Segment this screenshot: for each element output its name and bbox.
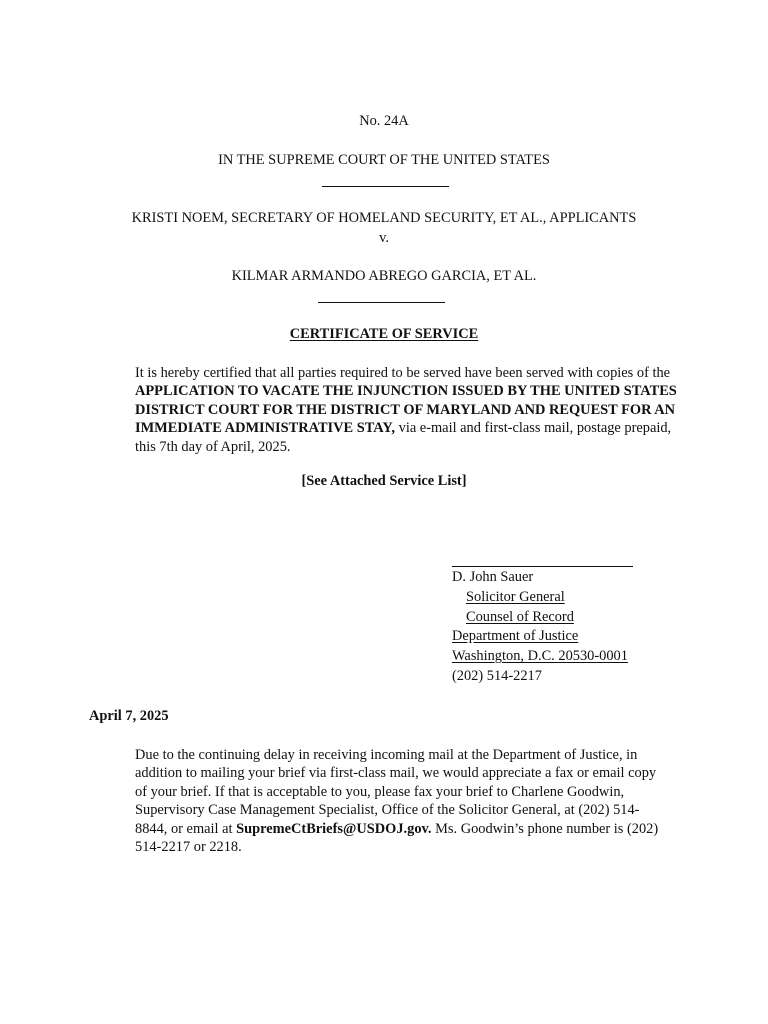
certificate-intro: It is hereby certified that all parties required to be served have been served with copies of the: [135, 365, 671, 381]
signer-title: Solicitor General: [466, 588, 565, 605]
document-date: April 7, 2025: [89, 708, 169, 724]
certificate-body: [89, 364, 679, 456]
signer-address: Washington, D.C. 20530-0001: [452, 648, 628, 665]
certificate-title: [0, 326, 768, 343]
certificate-document-name: APPLICATION TO VACATE THE INJUNCTION ISSUED BY THE UNITED STATES DISTRICT COURT FOR THE DISTRICT OF MARYLAND AND REQUEST FOR AN IMMEDIATE ADMINISTRATIVE STAY,: [135, 383, 677, 437]
caption-divider-top: [322, 186, 449, 187]
applicants-line: KRISTI NOEM, SECRETARY OF HOMELAND SECURITY, ET AL., APPLICANTS: [131, 210, 637, 226]
certificate-title-text: CERTIFICATE OF SERVICE: [289, 326, 479, 342]
signer-role: Counsel of Record: [466, 608, 574, 625]
signature-line: [452, 566, 633, 567]
caption-divider-bottom: [318, 302, 445, 303]
certificate-paragraph: [89, 364, 679, 456]
signer-phone: (202) 514-2217: [452, 667, 542, 684]
notice-email[interactable]: SupremeCtBriefs@USDOJ.gov.: [236, 820, 432, 837]
signature-block: [452, 568, 712, 687]
notice-text-1: Due to the continuing delay in receiving incoming mail at the Department of Justice, in addition to mailing your brief via first-class mail, we would appreciate a fax or email copy of your brief. If that is acceptable to you, please fax your brief to Charlene Goodwin, Supervisory Case Management Specialist, Office of the Solicitor General, at (202) 514-8844, or email at: [135, 747, 657, 837]
mail-notice: [89, 746, 671, 856]
respondents-line: KILMAR ARMANDO ABREGO GARCIA, ET AL.: [231, 268, 537, 284]
court-name: IN THE SUPREME COURT OF THE UNITED STATES: [218, 152, 550, 168]
case-number: No. 24A: [359, 113, 409, 129]
mail-notice-paragraph: [89, 746, 671, 856]
service-list-note: [See Attached Service List]: [301, 473, 467, 489]
signer-name: D. John Sauer: [452, 569, 534, 585]
versus-line: v.: [379, 230, 389, 246]
signer-department: Department of Justice: [452, 628, 579, 645]
notice-text-2: Ms. Goodwin’s phone number is (202) 514-2217 or 2218.: [135, 820, 659, 856]
certificate-outro: via e-mail and first-class mail, postage prepaid, this 7th day of April, 2025.: [135, 420, 672, 455]
